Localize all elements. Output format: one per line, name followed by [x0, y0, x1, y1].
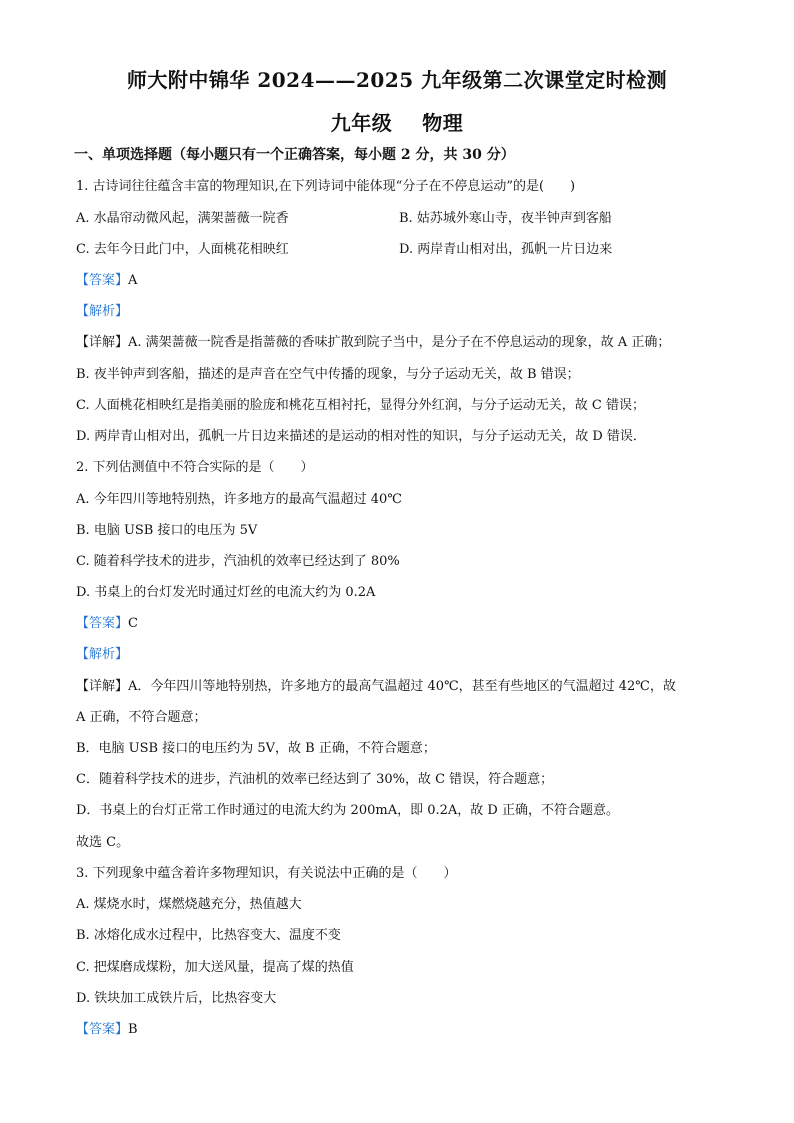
- answer-value: C: [128, 616, 138, 631]
- question-1-detail-b: B. 夜半钟声到客船，描述的是声音在空气中传播的现象，与分子运动无关，故 B 错误；: [76, 367, 580, 382]
- page-subtitle: [0, 107, 794, 136]
- detail-tag: 【详解】: [76, 679, 129, 694]
- grade-label: 九年级: [330, 111, 393, 135]
- detail-tag: 【详解】: [76, 335, 129, 350]
- question-2-option-c: C. 随着科学技术的进步，汽油机的效率已经达到了 80%: [76, 554, 400, 569]
- question-3-answer: [76, 1021, 138, 1039]
- question-1-option-a: A. 水晶帘动微风起，满架蔷薇一院香: [76, 211, 289, 226]
- question-2-detail-b: B．电脑 USB 接口的电压约为 5V，故 B 正确，不符合题意；: [76, 741, 436, 756]
- question-1-detail-a: 【详解】A. 满架蔷薇一院香是指蔷薇的香味扩散到院子当中，是分子在不停息运动的现象，故 A 正确；: [76, 335, 671, 350]
- question-1-answer: [76, 272, 137, 290]
- question-2-answer: [76, 615, 138, 633]
- question-1-stem: 1. 古诗词往往蕴含丰富的物理知识,在下列诗词中能体现“分子在不停息运动”的是( ): [76, 179, 576, 194]
- question-1-detail-c: C. 人面桃花相映红是指美丽的脸庞和桃花互相衬托，显得分外红润，与分子运动无关，故 C 错误；: [76, 398, 645, 413]
- question-2-detail-c: C．随着科学技术的进步，汽油机的效率已经达到了 30%，故 C 错误，符合题意；: [76, 772, 554, 787]
- question-3-option-b: B. 冰熔化成水过程中，比热容变大、温度不变: [76, 928, 341, 943]
- question-2-conclusion: 故选 C。: [76, 835, 130, 850]
- answer-tag: 【答案】: [76, 616, 129, 631]
- question-2-option-a: A. 今年四川等地特别热，许多地方的最高气温超过 40℃: [76, 492, 402, 507]
- question-1-option-c: C. 去年今日此门中，人面桃花相映红: [76, 242, 289, 257]
- question-1-detail-d: D. 两岸青山相对出，孤帆一片日边来描述的是运动的相对性的知识，与分子运动无关，故 D 错误．: [76, 429, 646, 444]
- question-3-stem: 3. 下列现象中蕴含着许多物理知识，有关说法中正确的是（ ）: [76, 866, 457, 881]
- subject-label: 物理: [422, 111, 464, 135]
- answer-tag: 【答案】: [76, 1022, 129, 1037]
- question-3-option-a: A. 煤烧水时，煤燃烧越充分，热值越大: [76, 897, 302, 912]
- page-title: 师大附中锦华 2024——2025 九年级第二次课堂定时检测: [126, 68, 668, 92]
- answer-value: A: [128, 273, 138, 288]
- answer-tag: 【答案】: [76, 273, 129, 288]
- section-heading: 一、单项选择题（每小题只有一个正确答案，每小题 2 分，共 30 分）: [74, 147, 515, 163]
- question-2-detail-a-cont: A 正确，不符合题意；: [76, 710, 207, 725]
- question-2-option-b: B. 电脑 USB 接口的电压为 5V: [76, 523, 258, 538]
- question-2-option-d: D. 书桌上的台灯发光时通过灯丝的电流大约为 0.2A: [76, 585, 376, 600]
- answer-value: B: [128, 1022, 138, 1037]
- question-1-option-d: D. 两岸青山相对出，孤帆一片日边来: [399, 242, 613, 257]
- question-1-option-b: B. 姑苏城外寒山寺，夜半钟声到客船: [399, 211, 612, 226]
- question-2-stem: 2. 下列估测值中不符合实际的是（ ）: [76, 460, 314, 475]
- question-3-option-d: D. 铁块加工成铁片后，比热容变大: [76, 991, 277, 1006]
- question-2-detail-d: D．书桌上的台灯正常工作时通过的电流大约为 200mA，即 0.2A，故 D 正确，不符合题意。: [76, 803, 619, 818]
- question-2-analysis-tag: 【解析】: [76, 647, 129, 662]
- question-3-option-c: C. 把煤磨成煤粉，加大送风量，提高了煤的热值: [76, 960, 354, 975]
- question-1-analysis-tag: 【解析】: [76, 304, 129, 319]
- question-2-detail-a: 【详解】A．今年四川等地特别热，许多地方的最高气温超过 40℃，甚至有些地区的气温超过 42℃，故: [76, 679, 676, 694]
